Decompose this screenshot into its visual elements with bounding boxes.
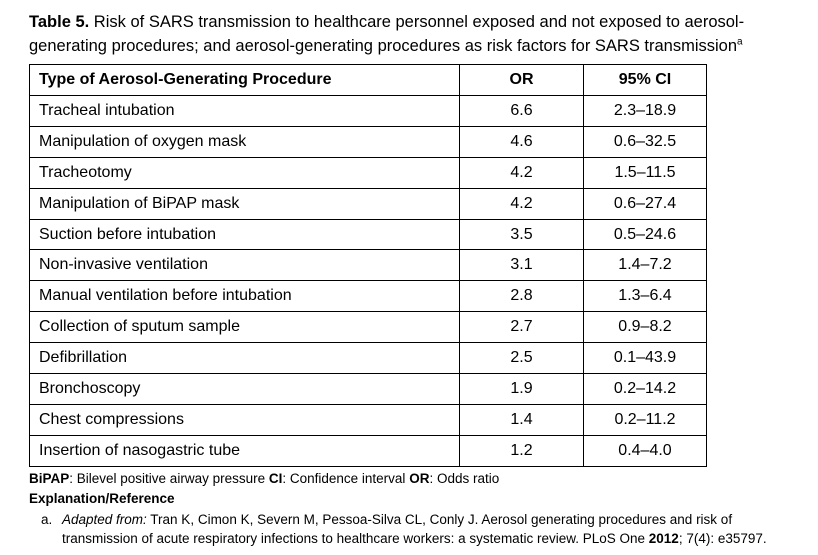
reference-marker: a. [41,512,53,527]
risk-table [29,64,707,467]
or-cell: 4.2 [460,157,584,188]
table-row [30,250,707,281]
or-cell: 3.5 [460,219,584,250]
table-row [30,219,707,250]
header-ci: 95% CI [584,65,707,96]
procedure-cell: Tracheotomy [30,157,460,188]
procedure-cell: Tracheal intubation [30,96,460,127]
procedure-cell: Non-invasive ventilation [30,250,460,281]
explanation-heading: Explanation/Reference [29,491,175,506]
or-cell: 2.7 [460,312,584,343]
table-row [30,374,707,405]
reference-citation: Tran K, Cimon K, Severn M, Pessoa-Silva CL, Conly J. Aerosol generating procedures and risk of transmission of acute respiratory infections to healthcare workers: a systematic review. PLoS One [62,512,733,546]
caption-footnote-marker: a [737,36,743,48]
ci-cell: 0.6–32.5 [584,126,707,157]
table-row [30,126,707,157]
table-row [30,157,707,188]
or-cell: 4.6 [460,126,584,157]
procedure-cell: Chest compressions [30,404,460,435]
ci-cell: 0.9–8.2 [584,312,707,343]
def-bipap: : Bilevel positive airway pressure [69,471,269,486]
caption-text: Risk of SARS transmission to healthcare personnel exposed and not exposed to aerosol-generating procedures; and aerosol-generating procedures as risk factors for SARS transmission [29,13,745,55]
ci-cell: 2.3–18.9 [584,96,707,127]
or-cell: 2.8 [460,281,584,312]
table-row [30,404,707,435]
table-row [30,281,707,312]
reference-text [62,510,801,548]
ci-cell: 0.6–27.4 [584,188,707,219]
def-or: : Odds ratio [429,471,500,486]
ci-cell: 1.3–6.4 [584,281,707,312]
or-cell: 6.6 [460,96,584,127]
abbr-or: OR [409,471,430,486]
or-cell: 1.2 [460,435,584,466]
table-row [30,96,707,127]
procedure-cell: Insertion of nasogastric tube [30,435,460,466]
or-cell: 1.9 [460,374,584,405]
procedure-cell: Manipulation of oxygen mask [30,126,460,157]
table-row [30,188,707,219]
ci-cell: 0.2–14.2 [584,374,707,405]
procedure-cell: Manipulation of BiPAP mask [30,188,460,219]
reference-volume: ; 7(4): e35797. [678,531,767,546]
header-or: OR [460,65,584,96]
table-row [30,343,707,374]
or-cell: 1.4 [460,404,584,435]
abbr-bipap: BiPAP [29,471,70,486]
ci-cell: 1.4–7.2 [584,250,707,281]
header-procedure: Type of Aerosol-Generating Procedure [30,65,460,96]
procedure-cell: Defibrillation [30,343,460,374]
procedure-cell: Manual ventilation before intubation [30,281,460,312]
abbreviations-line [29,470,499,487]
reference-year: 2012 [648,531,679,546]
abbr-ci: CI [268,471,283,486]
def-ci: : Confidence interval [282,471,410,486]
or-cell: 2.5 [460,343,584,374]
table-row [30,312,707,343]
ci-cell: 0.4–4.0 [584,435,707,466]
table-header-row [30,65,707,96]
procedure-cell: Collection of sputum sample [30,312,460,343]
table-caption [29,10,799,58]
ci-cell: 0.1–43.9 [584,343,707,374]
reference-item [41,510,801,548]
reference-adapted-label: Adapted from: [62,512,147,527]
or-cell: 3.1 [460,250,584,281]
ci-cell: 1.5–11.5 [584,157,707,188]
table-row [30,435,707,466]
ci-cell: 0.2–11.2 [584,404,707,435]
or-cell: 4.2 [460,188,584,219]
procedure-cell: Bronchoscopy [30,374,460,405]
caption-label: Table 5. [29,13,90,31]
ci-cell: 0.5–24.6 [584,219,707,250]
procedure-cell: Suction before intubation [30,219,460,250]
